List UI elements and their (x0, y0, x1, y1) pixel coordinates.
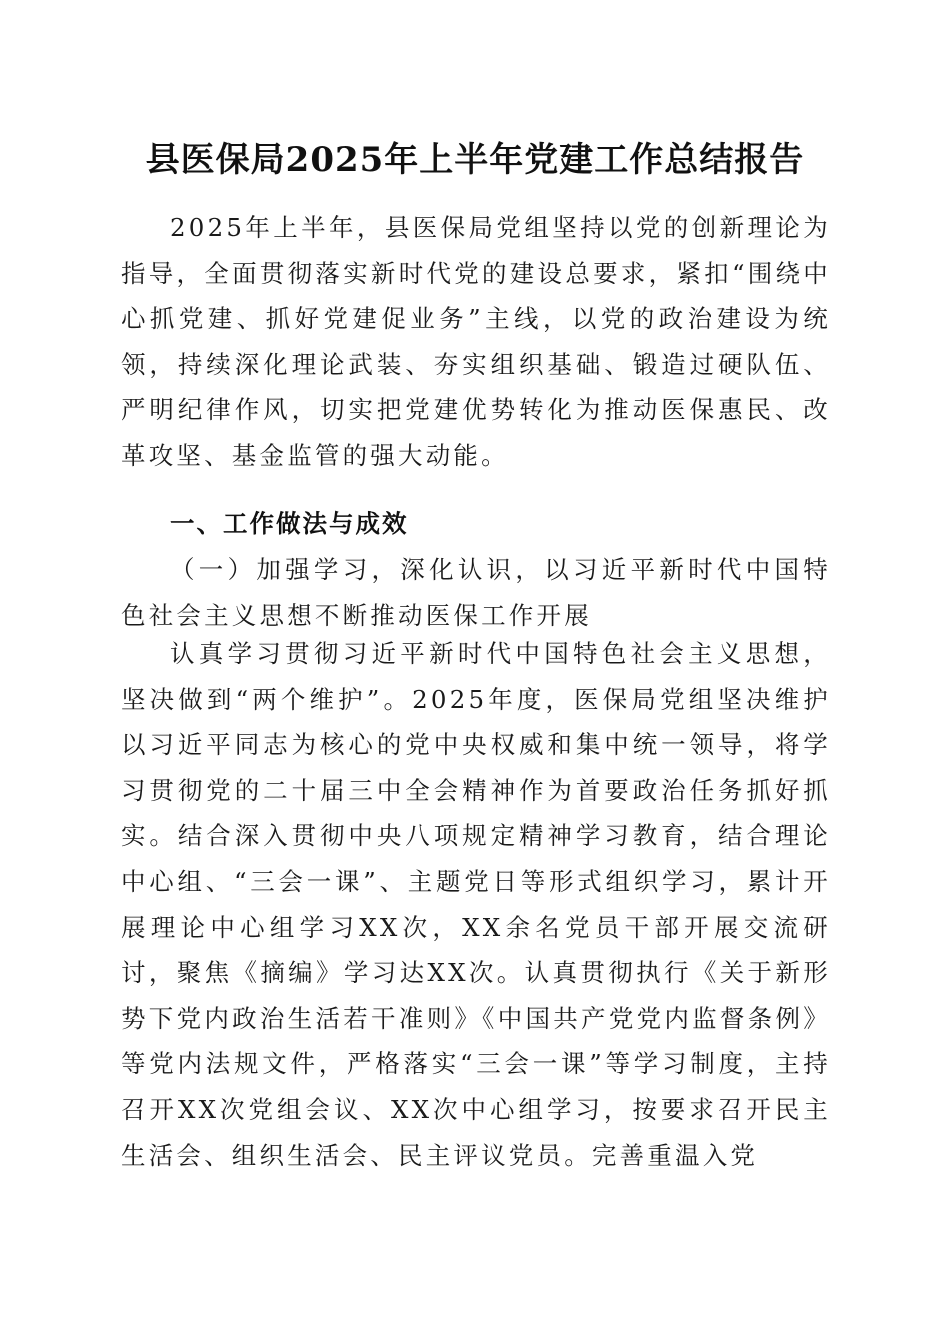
intro-paragraph-block (121, 205, 831, 479)
document-title: 县医保局2025年上半年党建工作总结报告 (145, 140, 805, 180)
body-paragraph: 认真学习贯彻习近平新时代中国特色社会主义思想，坚决做到“两个维护”。2025年度，医保局党组坚决维护以习近平同志为核心的党中央权威和集中统一领导，将学习贯彻党的二十届三中全会精神作为首要政治任务抓好抓实。结合深入贯彻中央八项规定精神学习教育，结合理论中心组、“三会一课”、主题党日等形式组织学习，累计开展理论中心组学习XX次，XX余名党员干部开展交流研讨，聚焦《摘编》学习达XX次。认真贯彻执行《关于新形势下党内政治生活若干准则》《中国共产党党内监督条例》等党内法规文件，严格落实“三会一课”等学习制度，主持召开XX次党组会议、XX次中心组学习，按要求召开民主生活会、组织生活会、民主评议党员。完善重温入党 (121, 639, 831, 1170)
subsection-heading: （一）加强学习，深化认识，以习近平新时代中国特色社会主义思想不断推动医保工作开展 (121, 555, 831, 630)
section-heading: 一、工作做法与成效 (170, 509, 409, 538)
subsection-heading-block (121, 547, 831, 638)
intro-paragraph: 2025年上半年，县医保局党组坚持以党的创新理论为指导，全面贯彻落实新时代党的建设总要求，紧扣“围绕中心抓党建、抓好党建促业务”主线，以党的政治建设为统领，持续深化理论武装、夯实组织基础、锻造过硬队伍、严明纪律作风，切实把党建优势转化为推动医保惠民、改革攻坚、基金监管的强大动能。 (121, 213, 831, 470)
body-paragraph-block (121, 631, 831, 1178)
